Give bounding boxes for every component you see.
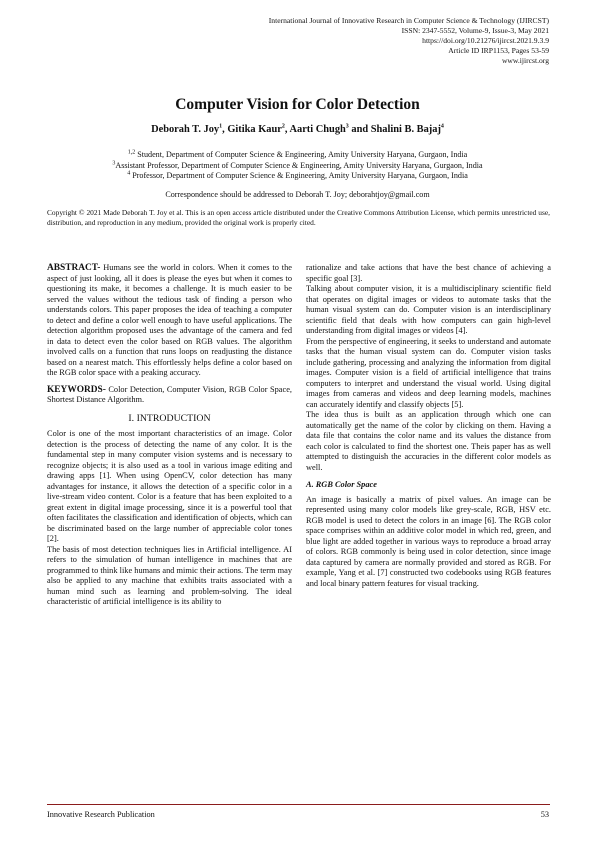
body-paragraph: Talking about computer vision, it is a multidisciplinary scientific field that operates on digital images or videos to automate tasks that the human visual system can do. Computer vision is an interdisciplinary scientific field that deals with how computers can gain high-level understanding from digital images or videos [4]. [306, 284, 551, 335]
author-name: Deborah T. Joy [151, 124, 220, 135]
keywords-paragraph [47, 385, 292, 406]
affiliation-line [0, 171, 595, 182]
body-paragraph: The basis of most detection techniques lies in Artificial intelligence. AI refers to the simulation of human intelligence in machines that are programmed to think like humans and mimic their actions. The term may also be applied to any machine that exhibits traits associated with a human mind such as learning and problem-solving. The ideal characteristic of artificial intelligence is its ability to [47, 544, 292, 606]
author-separator: , [284, 124, 290, 135]
affiliations [0, 150, 595, 182]
author-name: Aarti Chugh [289, 124, 346, 135]
author-separator: and [348, 124, 371, 135]
page-number: 53 [540, 810, 549, 819]
author-name: Gitika Kaur [227, 124, 282, 135]
affiliation-text: Assistant Professor, Department of Computer Science & Engineering, Amity University Haryana, Gurgaon, India [115, 160, 483, 170]
author-name: Shalini B. Bajaj [370, 124, 441, 135]
section-heading-introduction: I. INTRODUCTION [128, 412, 211, 424]
affiliation-sup: 4 [127, 170, 131, 177]
keywords-text: Color Detection, Computer Vision, RGB Color Space, Shortest Distance Algorithm. [47, 384, 292, 404]
author-sup: 4 [440, 123, 444, 130]
affiliation-line [0, 161, 595, 172]
author-sup: 1 [219, 123, 223, 130]
copyright-notice: Copyright © 2021 Made Deborah T. Joy et al. This is an open access article distributed under the Creative Commons Attribution License, which permits unrestricted use, distribution, and reproduction in any medium, provided the original work is properly cited. [47, 208, 550, 227]
affiliation-text: Student, Department of Computer Science & Engineering, Amity University Haryana, Gurgaon, India [135, 150, 468, 159]
body-paragraph: An image is basically a matrix of pixel values. An image can be represented using many color models like grey-scale, RGB, HSV etc. RGB model is used to detect the colors in an image [6]. The RGB color space comprises within an additive color model in which red, green, and blue light are added together in various ways to reproduce a broad array of colors. RGB commonly is being used in color detection, since image data captured by camera are normally provided and stored as RGB. For example, Yang et al. [7] constructed two codebooks using RGB features and local binary pattern features for visual tracking. [306, 494, 551, 588]
author-separator: , [222, 124, 228, 135]
left-column [47, 263, 292, 608]
author-sup: 3 [345, 123, 349, 130]
author-sup: 2 [281, 123, 285, 130]
correspondence-line: Correspondence should be addressed to Deborah T. Joy; deborahtjoy@gmail.com [165, 190, 430, 199]
journal-website-link[interactable]: www.ijircst.org [501, 56, 549, 65]
affiliation-line [0, 150, 595, 161]
abstract-paragraph [47, 263, 292, 379]
footer-divider [47, 804, 550, 805]
author-list [0, 124, 595, 135]
abstract-label: ABSTRACT- [47, 263, 101, 273]
body-paragraph: rationalize and take actions that have the best chance of achieving a specific goal [3]. [306, 263, 551, 283]
journal-name: International Journal of Innovative Research in Computer Science & Technology (IJIRCST) [268, 16, 549, 25]
affiliation-sup: 3 [112, 159, 116, 166]
body-paragraph: The idea thus is built as an application through which one can automatically get the name of the color by clicking on them. Having a data file that contains the color name and its values the distance from each color is calculated to find the shortest one. Theis paper has as well attempted to distinguish the accuracies in the different color models as well. [306, 410, 551, 472]
affiliation-text: Professor, Department of Computer Science & Engineering, Amity University Haryana, Gurgaon, India [130, 171, 468, 180]
right-column [306, 263, 551, 589]
keywords-label: KEYWORDS- [47, 384, 106, 395]
subsection-heading-rgb: A. RGB Color Space [306, 480, 377, 489]
issn-line: ISSN: 2347-5552, Volume-9, Issue-3, May 2021 [401, 26, 549, 35]
article-id: Article ID IRP1153, Pages 53-59 [448, 46, 549, 55]
body-paragraph: Color is one of the most important characteristics of an image. Color detection is the process of detecting the name of any color. It is the fundamental step in many computer vision systems and is necessary to recognize objects; it is also used as a tool in various image editing and drawing apps [1]. When using OpenCV, color detection has many advantages for instance, it allows the detection of a specific color in a live-stream video content. Color is a feature that has been exploited to a great extent in digital image processing, since it is a powerful tool that often facilitates the classification and identification of objects, which can be discriminated based on the large number of appreciable color tones [2]. [47, 429, 292, 543]
journal-header [189, 16, 549, 66]
doi-link[interactable]: https://doi.org/10.21276/ijircst.2021.9.3.9 [422, 36, 549, 45]
body-paragraph: From the perspective of engineering, it seeks to understand and automate tasks that the human visual system can do. Computer vision tasks include gathering, processing and analyzing the information from digital images. Computer vision is a field of artificial intelligence that trains computers to interpret and understand the visual world. Using digital images from cameras and videos and deep learning models, machines can accurately identify and classify objects [5]. [306, 336, 551, 409]
publisher-name: Innovative Research Publication [47, 810, 155, 819]
abstract-text: Humans see the world in colors. When it comes to the aspect of just looking, all it does is please the eyes but when it comes to questioning its make, it becomes a challenge. It is much easier to be served the values without the tedious task of finding a person who understands colors. This paper proposes the idea of teaching a computer to detect and define a color well enough to have useful applications. The detection algorithm proposed uses the advantage of the camera and fed in data to detect even the color based on RGB values. The algorithm involved calls on a function that runs loops on readjusting the distance based on a nearest match. This effortlessly helps define a color based on the RGB color space with a peaking accuracy. [47, 263, 292, 377]
paper-title: Computer Vision for Color Detection [175, 96, 420, 113]
affiliation-sup: 1,2 [127, 149, 136, 156]
